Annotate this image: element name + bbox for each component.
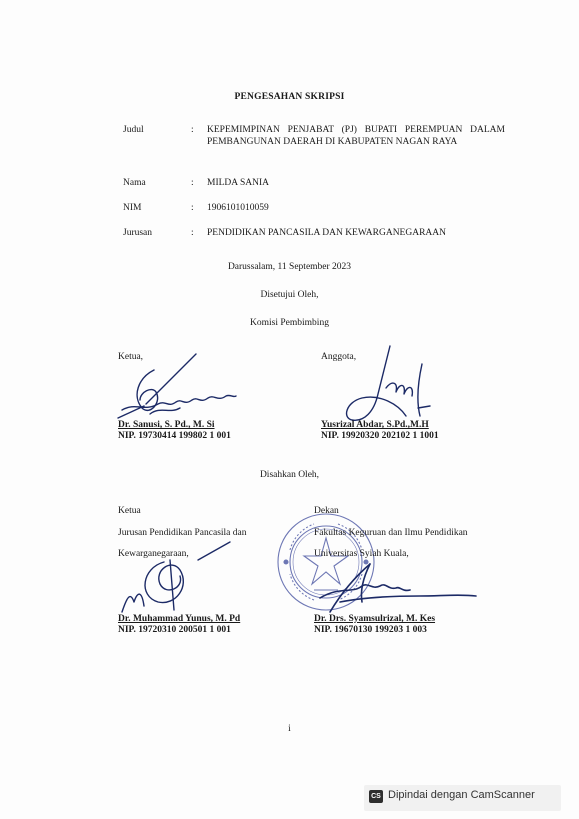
committee-heading: Komisi Pembimbing [250,318,329,328]
jurusan-label: Jurusan [123,228,153,238]
ketua-pembimbing-role: Ketua, [118,352,144,362]
dekan-signature [300,556,480,616]
nim-colon: : [191,203,194,213]
approved-by-heading: Disetujui Oleh, [260,290,319,300]
scanner-watermark-text: Dipindai dengan CamScanner [388,789,535,801]
place-date: Darussalam, 11 September 2023 [227,262,352,272]
dekan-name: Dr. Drs. Syamsulrizal, M. Kes [314,614,436,624]
ketua-jurusan-line1: Jurusan Pendidikan Pancasila dan [118,528,247,538]
anggota-signature [340,342,440,428]
ketua-pembimbing-signature [110,352,240,424]
dekan-line2: Universitas Syiah Kuala, [314,549,409,559]
nama-value: MILDA SANIA [207,178,270,188]
ratified-by-heading: Disahkan Oleh, [259,470,320,480]
ketua-jurusan-role: Ketua [118,506,141,516]
judul-colon: : [191,125,194,135]
dekan-nip: NIP. 19670130 199203 1 003 [314,625,427,635]
ketua-jurusan-name: Dr. Muhammad Yunus, M. Pd [118,614,241,624]
dekan-line1: Fakultas Keguruan dan Ilmu Pendidikan [314,528,468,538]
ketua-pembimbing-nip: NIP. 19730414 199802 1 001 [118,431,231,441]
anggota-nip: NIP. 19920320 202102 1 1001 [321,431,439,441]
anggota-role: Anggota, [321,352,357,362]
nama-label: Nama [123,178,146,188]
page-number: i [288,724,291,734]
ketua-jurusan-signature [118,540,238,616]
ketua-jurusan-nip: NIP. 19720310 200501 1 001 [118,625,231,635]
nim-value: 1906101010059 [207,203,269,213]
page-title: PENGESAHAN SKRIPSI [234,92,345,102]
jurusan-colon: : [191,228,194,238]
judul-label: Judul [123,125,144,135]
ketua-pembimbing-name: Dr. Sanusi, S. Pd., M. Si [118,420,215,430]
camscanner-icon: CS [369,790,383,803]
anggota-name: Yusrizal Abdar, S.Pd.,M.H [321,420,429,430]
dekan-role: Dekan [314,506,339,516]
ketua-jurusan-line2: Kewarganegaraan, [118,549,189,559]
judul-value: KEPEMIMPINAN PENJABAT (PJ) BUPATI PEREMPUAN DALAM PEMBANGUNAN DAERAH DI KABUPATEN NAGAN RAYA [207,125,505,147]
nama-colon: : [191,178,194,188]
jurusan-value: PENDIDIKAN PANCASILA DAN KEWARGANEGARAAN [207,228,446,238]
nim-label: NIM [123,203,142,213]
